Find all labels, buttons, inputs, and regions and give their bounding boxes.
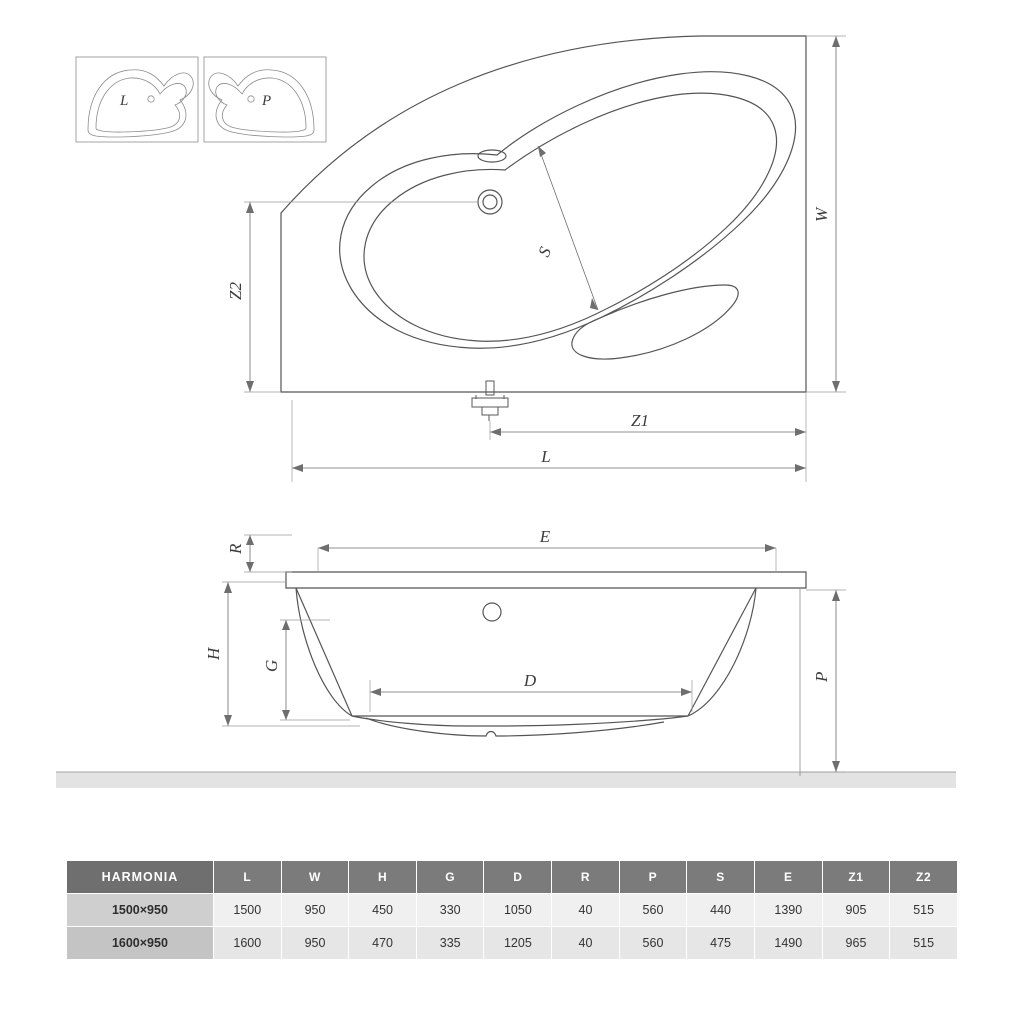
dim-label-D: D bbox=[523, 671, 537, 690]
table-cell-G: 335 bbox=[416, 927, 484, 960]
table-cell-S: 440 bbox=[687, 894, 755, 927]
table-header-model: HARMONIA bbox=[67, 861, 214, 894]
dim-label-S: S bbox=[534, 244, 556, 260]
table-row bbox=[67, 894, 958, 927]
table-header-W: W bbox=[281, 861, 349, 894]
table-header-D: D bbox=[484, 861, 552, 894]
table-cell-Z1: 965 bbox=[822, 927, 890, 960]
table-cell-E: 1390 bbox=[754, 894, 822, 927]
drain-fitting bbox=[472, 381, 508, 421]
table-header-G: G bbox=[416, 861, 484, 894]
table-cell-D: 1205 bbox=[484, 927, 552, 960]
table-header-R: R bbox=[552, 861, 619, 894]
dim-label-P: P bbox=[812, 671, 831, 682]
table-cell-L: 1500 bbox=[213, 894, 281, 927]
dim-label-R: R bbox=[226, 543, 245, 554]
table-cell-Z2: 515 bbox=[890, 894, 958, 927]
table-cell-D: 1050 bbox=[484, 894, 552, 927]
table-header-H: H bbox=[349, 861, 417, 894]
table-row bbox=[67, 927, 958, 960]
table-header-E: E bbox=[754, 861, 822, 894]
table-cell-W: 950 bbox=[281, 894, 349, 927]
table-header-S: S bbox=[687, 861, 755, 894]
table-cell-P: 560 bbox=[619, 894, 687, 927]
table-cell-model: 1500×950 bbox=[67, 894, 214, 927]
table-cell-E: 1490 bbox=[754, 927, 822, 960]
table-cell-H: 450 bbox=[349, 894, 417, 927]
dim-label-W: W bbox=[812, 207, 831, 222]
table-cell-R: 40 bbox=[552, 894, 619, 927]
table-header-L: L bbox=[213, 861, 281, 894]
table-cell-G: 330 bbox=[416, 894, 484, 927]
table-cell-W: 950 bbox=[281, 927, 349, 960]
table-cell-H: 470 bbox=[349, 927, 417, 960]
table-cell-Z1: 905 bbox=[822, 894, 890, 927]
dim-label-L: L bbox=[541, 447, 551, 466]
table-cell-model: 1600×950 bbox=[67, 927, 214, 960]
orientation-icon-left bbox=[76, 57, 198, 142]
orientation-icon-left-label: L bbox=[120, 93, 129, 109]
dim-label-H: H bbox=[204, 647, 223, 660]
table-cell-S: 475 bbox=[687, 927, 755, 960]
specification-table bbox=[66, 860, 958, 960]
dim-label-Z1: Z1 bbox=[631, 411, 649, 430]
table-header-Z2: Z2 bbox=[890, 861, 958, 894]
table-cell-L: 1600 bbox=[213, 927, 281, 960]
table-header-Z1: Z1 bbox=[822, 861, 890, 894]
table-header-P: P bbox=[619, 861, 687, 894]
table-cell-Z2: 515 bbox=[890, 927, 958, 960]
dim-label-Z2: Z2 bbox=[226, 282, 245, 300]
dim-label-E: E bbox=[539, 527, 551, 546]
table-cell-R: 40 bbox=[552, 927, 619, 960]
table-cell-P: 560 bbox=[619, 927, 687, 960]
orientation-icon-right-label: P bbox=[262, 93, 272, 109]
table-header-row bbox=[67, 861, 958, 894]
top-view bbox=[226, 36, 846, 482]
dim-label-G: G bbox=[262, 659, 281, 672]
side-view bbox=[56, 527, 956, 788]
